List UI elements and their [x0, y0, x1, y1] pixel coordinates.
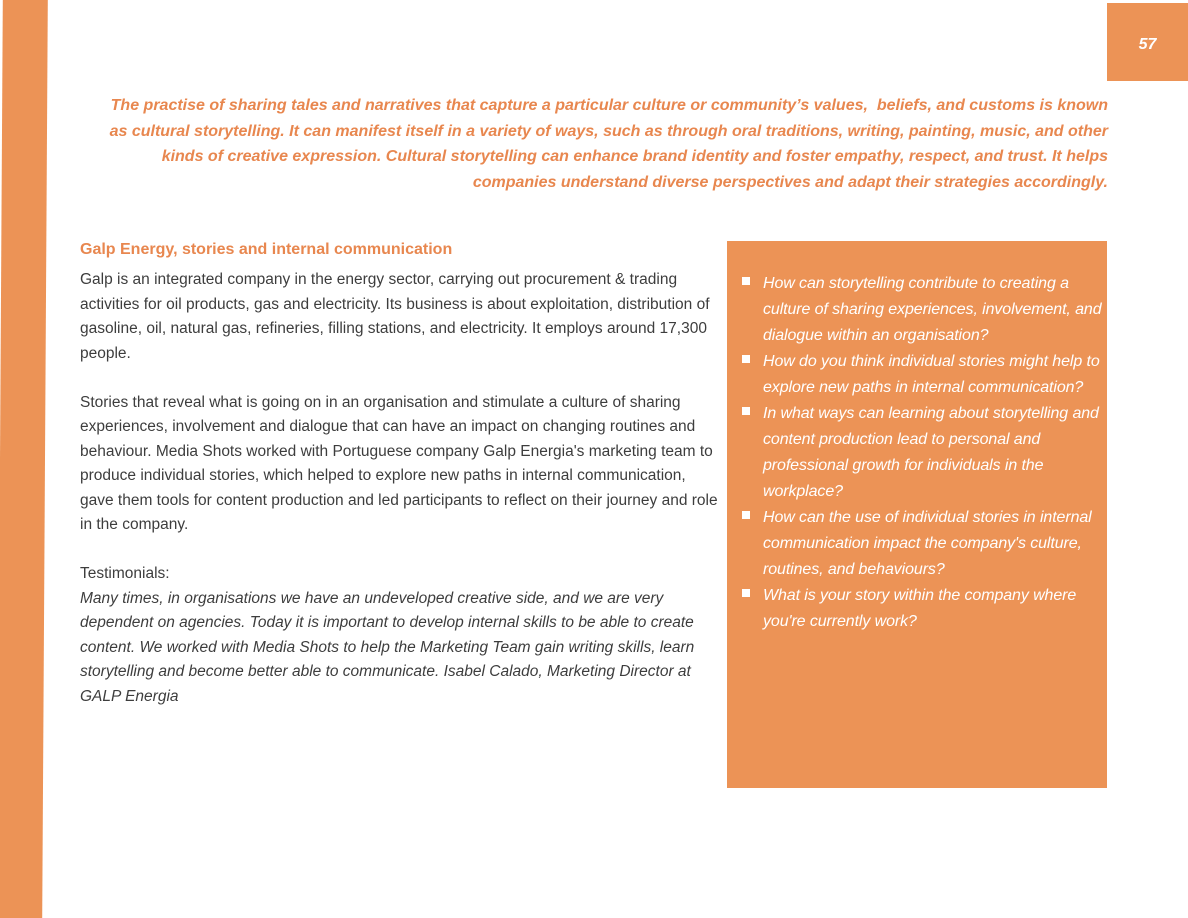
- question-item: [737, 505, 1105, 583]
- question-text: In what ways can learning about storytelling and content production lead to personal and professional growth for individuals in the workplace?: [763, 405, 1099, 500]
- discussion-questions-box: [727, 241, 1107, 788]
- bullet-square-icon: [742, 355, 750, 363]
- article-heading: Galp Energy, stories and internal communication: [80, 241, 453, 258]
- question-item: [737, 583, 1105, 635]
- bullet-square-icon: [742, 589, 750, 597]
- intro-paragraph: The practise of sharing tales and narratives that capture a particular culture or community’s values, beliefs, and customs is known as cultural storytelling. It can manifest itself in a variety of ways, such as through oral traditions, writing, painting, music, and other kinds of creative expression. Cultural storytelling can enhance brand identity and foster empathy, respect, and trust. It helps companies understand diverse perspectives and adapt their strategies accordingly.: [109, 97, 1113, 192]
- left-accent-strip: [0, 0, 48, 918]
- testimonial-quote: Many times, in organisations we have an undeveloped creative side, and we are very dependent on agencies. Today it is important to develop internal skills to be able to create content. We worked with Media Shots to help the Marketing Team gain writing skills, learn storytelling and become better able to communicate. Isabel Calado, Marketing Director at GALP Energia: [80, 589, 695, 705]
- question-text: How do you think individual stories might help to explore new paths in internal communication?: [763, 353, 1100, 396]
- page-number-badge: [1107, 3, 1188, 81]
- question-item: [737, 349, 1105, 401]
- article-column: [80, 239, 720, 709]
- bullet-square-icon: [742, 407, 750, 415]
- article-paragraph-1: Galp is an integrated company in the energy sector, carrying out procurement & trading activities for oil products, gas and electricity. Its business is about exploitation, distribution of gasoline, oil, natural gas, refineries, filling stations, and electricity. It employs around 17,300 people.: [80, 271, 710, 362]
- question-text: What is your story within the company where you're currently work?: [763, 587, 1077, 630]
- bullet-square-icon: [742, 277, 750, 285]
- question-item: [737, 401, 1105, 505]
- testimonials-label: Testimonials:: [80, 565, 170, 582]
- question-text: How can the use of individual stories in internal communication impact the company's culture, routines, and behaviours?: [763, 509, 1092, 578]
- question-item: [737, 271, 1105, 349]
- bullet-square-icon: [742, 511, 750, 519]
- article-paragraph-2: Stories that reveal what is going on in an organisation and stimulate a culture of sharing experiences, involvement and dialogue that can have an impact on changing routines and behaviour. Media Shots worked with Portuguese company Galp Energia's marketing team to produce individual stories, which helped to explore new paths in internal communication, gave them tools for content production and led participants to reflect on their journey and role in the company.: [80, 393, 718, 533]
- question-text: How can storytelling contribute to creating a culture of sharing experiences, involvement, and dialogue within an organisation?: [763, 275, 1102, 344]
- page-number: 57: [1138, 36, 1157, 53]
- questions-list: [737, 271, 1105, 635]
